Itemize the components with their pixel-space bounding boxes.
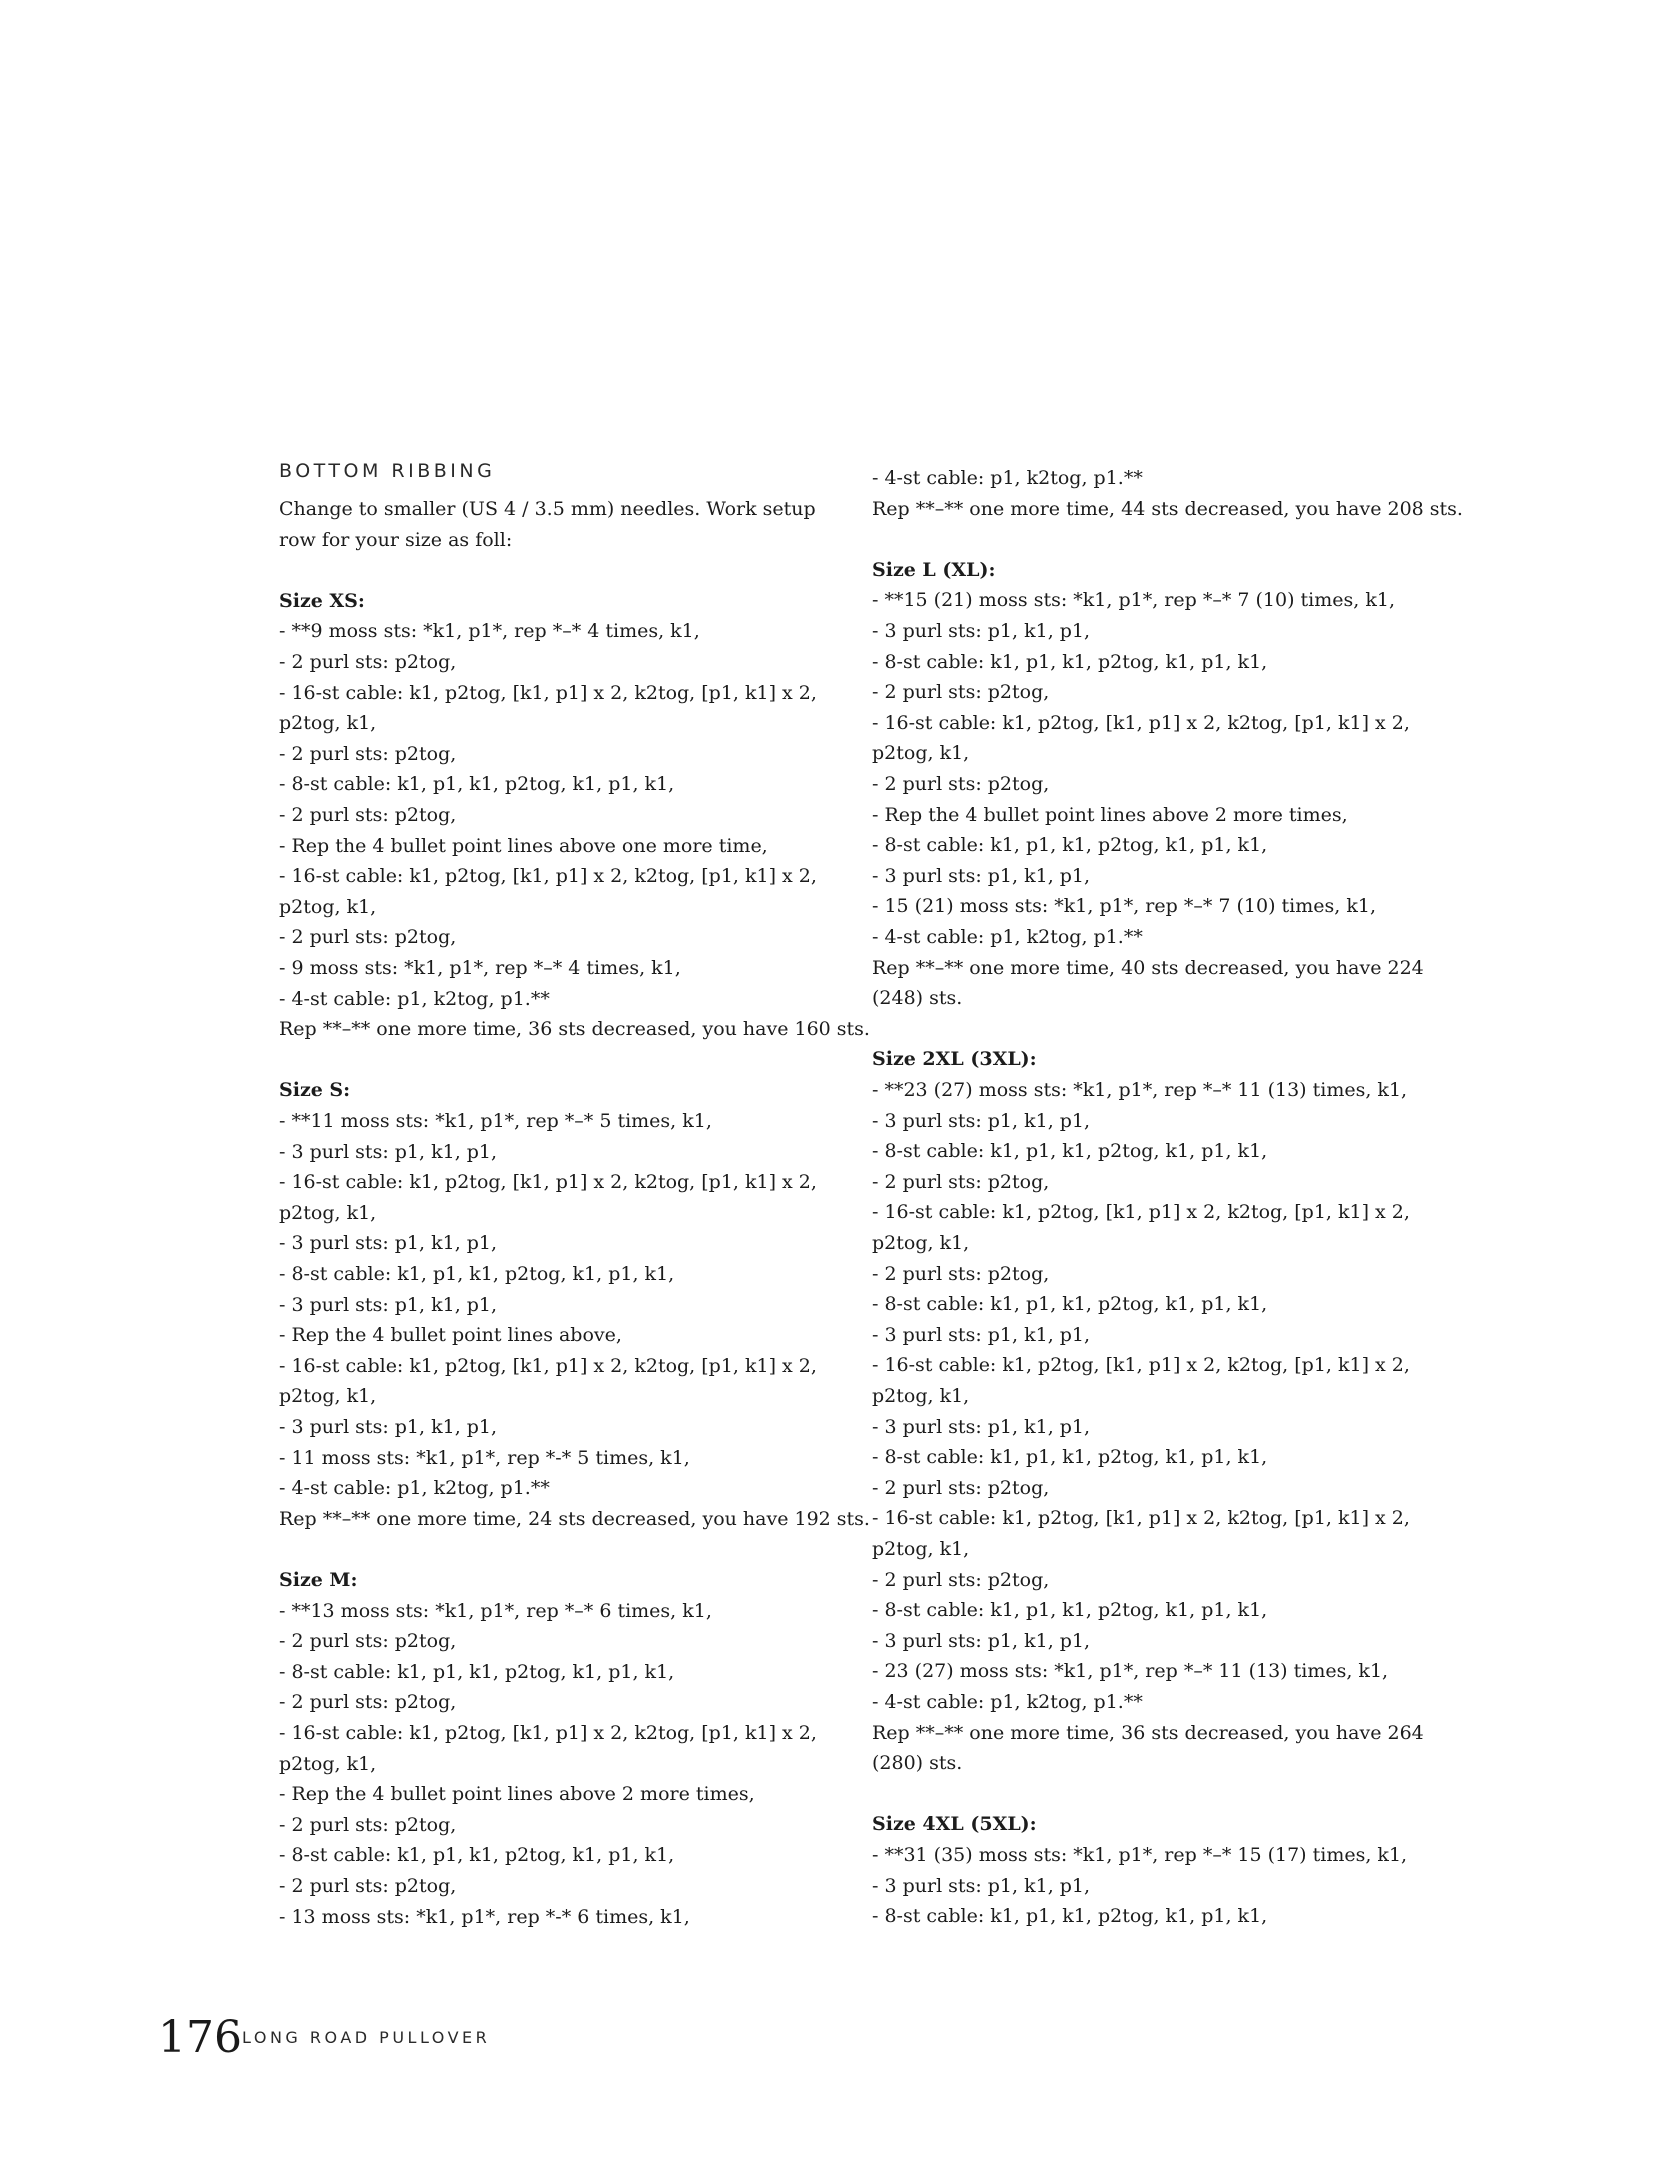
instruction-line: - **13 moss sts: *k1, p1*, rep *–* 6 times, k1, bbox=[279, 1599, 712, 1622]
instruction-line: - 8-st cable: k1, p1, k1, p2tog, k1, p1, k1, bbox=[872, 834, 1268, 857]
instruction-line: - 3 purl sts: p1, k1, p1, bbox=[872, 1629, 1091, 1652]
instruction-line: Rep **–** one more time, 36 sts decreased, you have 264 bbox=[872, 1721, 1424, 1744]
instruction-line: - 3 purl sts: p1, k1, p1, bbox=[279, 1140, 498, 1163]
page-number: 176 bbox=[158, 2012, 242, 2063]
instruction-line: p2tog, k1, bbox=[279, 1201, 377, 1224]
running-title: LONG ROAD PULLOVER bbox=[242, 2028, 491, 2047]
section-heading: BOTTOM RIBBING bbox=[279, 460, 496, 482]
instruction-line: - 16-st cable: k1, p2tog, [k1, p1] x 2, k2tog, [p1, k1] x 2, bbox=[279, 1354, 817, 1377]
instruction-line: - 8-st cable: k1, p1, k1, p2tog, k1, p1, k1, bbox=[872, 1140, 1268, 1163]
instruction-line: - 2 purl sts: p2tog, bbox=[279, 651, 457, 673]
instruction-line: - **9 moss sts: *k1, p1*, rep *–* 4 times, k1, bbox=[279, 620, 700, 643]
instruction-line: p2tog, k1, bbox=[872, 1232, 970, 1254]
instruction-line: Change to smaller (US 4 / 3.5 mm) needles. Work setup bbox=[279, 498, 816, 520]
instruction-line: (280) sts. bbox=[872, 1752, 963, 1775]
instruction-line: - 3 purl sts: p1, k1, p1, bbox=[872, 1874, 1091, 1897]
instruction-line: - 2 purl sts: p2tog, bbox=[872, 1568, 1050, 1591]
size-heading: Size M: bbox=[279, 1569, 358, 1591]
instruction-line: - 16-st cable: k1, p2tog, [k1, p1] x 2, k2tog, [p1, k1] x 2, bbox=[279, 1722, 817, 1744]
instruction-line: - 3 purl sts: p1, k1, p1, bbox=[872, 864, 1091, 887]
instruction-line: - Rep the 4 bullet point lines above, bbox=[279, 1324, 622, 1347]
instruction-line: - 2 purl sts: p2tog, bbox=[279, 742, 457, 765]
instruction-line: - 8-st cable: k1, p1, k1, p2tog, k1, p1, k1, bbox=[872, 1599, 1268, 1622]
instruction-line: - 16-st cable: k1, p2tog, [k1, p1] x 2, k2tog, [p1, k1] x 2, bbox=[872, 1201, 1410, 1224]
instruction-line: - 3 purl sts: p1, k1, p1, bbox=[872, 1415, 1091, 1438]
instruction-line: - 2 purl sts: p2tog, bbox=[872, 1476, 1050, 1499]
instruction-line: - Rep the 4 bullet point lines above one more time, bbox=[279, 834, 768, 857]
instruction-line: Rep **–** one more time, 44 sts decreased, you have 208 sts. bbox=[872, 497, 1463, 520]
instruction-line: - 8-st cable: k1, p1, k1, p2tog, k1, p1, k1, bbox=[279, 1660, 675, 1683]
instruction-line: - 13 moss sts: *k1, p1*, rep *-* 6 times, k1, bbox=[279, 1905, 690, 1928]
instruction-line: p2tog, k1, bbox=[872, 742, 970, 765]
instruction-line: - 23 (27) moss sts: *k1, p1*, rep *–* 11 (13) times, k1, bbox=[872, 1660, 1389, 1683]
size-heading: Size L (XL): bbox=[872, 558, 996, 581]
instruction-line: - 2 purl sts: p2tog, bbox=[279, 926, 457, 949]
instruction-line: p2tog, k1, bbox=[279, 712, 377, 735]
size-heading: Size S: bbox=[279, 1079, 351, 1102]
instruction-line: - Rep the 4 bullet point lines above 2 more times, bbox=[279, 1783, 755, 1806]
instruction-line: - 2 purl sts: p2tog, bbox=[872, 1262, 1050, 1285]
instruction-line: row for your size as foll: bbox=[279, 528, 513, 551]
instruction-line: - 3 purl sts: p1, k1, p1, bbox=[872, 1109, 1091, 1132]
instruction-line: - 8-st cable: k1, p1, k1, p2tog, k1, p1, k1, bbox=[279, 1263, 675, 1285]
instruction-line: - 16-st cable: k1, p2tog, [k1, p1] x 2, k2tog, [p1, k1] x 2, bbox=[872, 711, 1410, 734]
instruction-line: - 4-st cable: p1, k2tog, p1.** bbox=[872, 1691, 1143, 1713]
instruction-line: - 8-st cable: k1, p1, k1, p2tog, k1, p1, k1, bbox=[279, 1844, 675, 1867]
size-heading: Size 4XL (5XL): bbox=[872, 1813, 1037, 1836]
instruction-line: - 2 purl sts: p2tog, bbox=[872, 1170, 1050, 1193]
instruction-line: - 2 purl sts: p2tog, bbox=[279, 1630, 457, 1653]
instruction-line: - 8-st cable: k1, p1, k1, p2tog, k1, p1, k1, bbox=[872, 1293, 1268, 1316]
instruction-line: - **15 (21) moss sts: *k1, p1*, rep *–* 7 (10) times, k1, bbox=[872, 589, 1395, 612]
instruction-line: - 2 purl sts: p2tog, bbox=[279, 1813, 457, 1836]
instruction-line: - 3 purl sts: p1, k1, p1, bbox=[872, 620, 1091, 642]
size-heading: Size 2XL (3XL): bbox=[872, 1048, 1037, 1071]
instruction-line: - 2 purl sts: p2tog, bbox=[279, 1691, 457, 1714]
instruction-line: p2tog, k1, bbox=[279, 895, 377, 918]
instruction-line: - 2 purl sts: p2tog, bbox=[872, 681, 1050, 704]
instruction-line: - 4-st cable: p1, k2tog, p1.** bbox=[872, 926, 1143, 948]
instruction-line: - 16-st cable: k1, p2tog, [k1, p1] x 2, k2tog, [p1, k1] x 2, bbox=[279, 865, 817, 888]
instruction-line: - 2 purl sts: p2tog, bbox=[279, 1875, 457, 1897]
instruction-line: p2tog, k1, bbox=[279, 1385, 377, 1408]
instruction-line: - 3 purl sts: p1, k1, p1, bbox=[279, 1293, 498, 1316]
instruction-line: - **31 (35) moss sts: *k1, p1*, rep *–* 15 (17) times, k1, bbox=[872, 1844, 1408, 1866]
instruction-line: - 2 purl sts: p2tog, bbox=[872, 773, 1050, 795]
instruction-line: - 8-st cable: k1, p1, k1, p2tog, k1, p1, k1, bbox=[872, 1446, 1268, 1469]
instruction-line: - 3 purl sts: p1, k1, p1, bbox=[279, 1416, 498, 1438]
instruction-line: - 3 purl sts: p1, k1, p1, bbox=[279, 1232, 498, 1255]
instruction-line: - 11 moss sts: *k1, p1*, rep *-* 5 times, k1, bbox=[279, 1446, 690, 1469]
size-heading: Size XS: bbox=[279, 589, 365, 612]
instruction-line: - 4-st cable: p1, k2tog, p1.** bbox=[279, 1477, 550, 1500]
instruction-line: (248) sts. bbox=[872, 987, 963, 1010]
instruction-line: - 8-st cable: k1, p1, k1, p2tog, k1, p1, k1, bbox=[872, 650, 1268, 673]
instruction-line: - 8-st cable: k1, p1, k1, p2tog, k1, p1, k1, bbox=[279, 773, 675, 796]
instruction-line: - 4-st cable: p1, k2tog, p1.** bbox=[872, 467, 1143, 489]
instruction-line: - 9 moss sts: *k1, p1*, rep *–* 4 times, k1, bbox=[279, 957, 681, 979]
instruction-line: Rep **–** one more time, 36 sts decreased, you have 160 sts. bbox=[279, 1018, 870, 1041]
instruction-line: - 16-st cable: k1, p2tog, [k1, p1] x 2, k2tog, [p1, k1] x 2, bbox=[872, 1507, 1410, 1530]
instruction-line: p2tog, k1, bbox=[279, 1752, 377, 1775]
instruction-line: - 16-st cable: k1, p2tog, [k1, p1] x 2, k2tog, [p1, k1] x 2, bbox=[279, 681, 817, 704]
instruction-line: - 3 purl sts: p1, k1, p1, bbox=[872, 1323, 1091, 1346]
instruction-line: p2tog, k1, bbox=[872, 1385, 970, 1407]
instruction-line: - 15 (21) moss sts: *k1, p1*, rep *–* 7 (10) times, k1, bbox=[872, 895, 1376, 918]
instruction-line: - 4-st cable: p1, k2tog, p1.** bbox=[279, 987, 550, 1010]
instruction-line: - **11 moss sts: *k1, p1*, rep *–* 5 times, k1, bbox=[279, 1110, 712, 1132]
instruction-line: - **23 (27) moss sts: *k1, p1*, rep *–* 11 (13) times, k1, bbox=[872, 1079, 1408, 1101]
instruction-line: - 8-st cable: k1, p1, k1, p2tog, k1, p1, k1, bbox=[872, 1905, 1268, 1928]
instruction-line: p2tog, k1, bbox=[872, 1538, 970, 1560]
instruction-line: Rep **–** one more time, 40 sts decreased, you have 224 bbox=[872, 956, 1424, 979]
instruction-line: - 2 purl sts: p2tog, bbox=[279, 804, 457, 826]
instruction-line: - 16-st cable: k1, p2tog, [k1, p1] x 2, k2tog, [p1, k1] x 2, bbox=[872, 1354, 1410, 1377]
instruction-line: - 16-st cable: k1, p2tog, [k1, p1] x 2, k2tog, [p1, k1] x 2, bbox=[279, 1171, 817, 1194]
instruction-line: - Rep the 4 bullet point lines above 2 more times, bbox=[872, 803, 1348, 826]
instruction-line: Rep **–** one more time, 24 sts decreased, you have 192 sts. bbox=[279, 1507, 870, 1530]
